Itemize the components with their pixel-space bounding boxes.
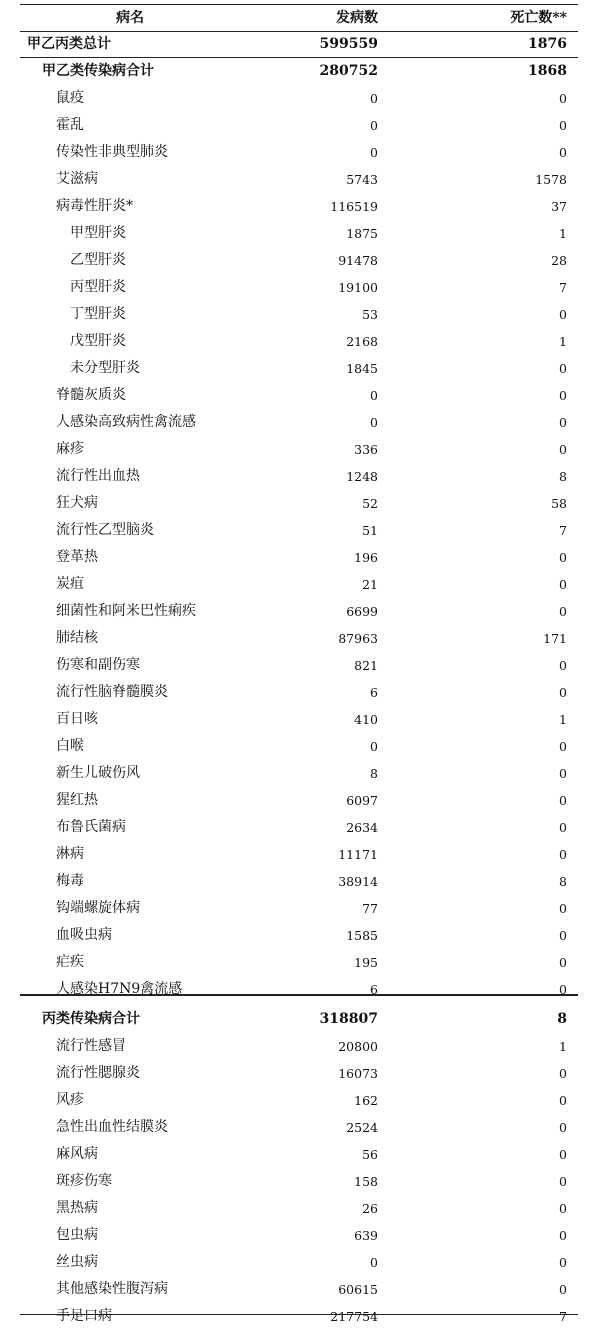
disease-name: 细菌性和阿米巴性痢疾 [56, 603, 196, 619]
disease-name: 钩端螺旋体病 [56, 900, 140, 916]
disease-name: 狂犬病 [56, 495, 98, 511]
disease-name: 丝虫病 [56, 1254, 98, 1270]
death-count: 0 [559, 1174, 567, 1189]
disease-name: 艾滋病 [56, 171, 98, 187]
table-row [20, 463, 578, 490]
death-count: 0 [559, 1282, 567, 1297]
disease-name: 布鲁氏菌病 [56, 819, 126, 835]
table-row [20, 1087, 578, 1114]
death-count: 8 [557, 1011, 567, 1027]
case-count: 1248 [346, 469, 378, 484]
death-count: 1868 [528, 63, 567, 79]
case-count: 51 [362, 523, 378, 538]
case-count: 821 [354, 658, 378, 673]
death-count: 0 [559, 1201, 567, 1216]
death-count: 0 [559, 658, 567, 673]
death-count: 0 [559, 847, 567, 862]
death-count: 28 [551, 253, 567, 268]
death-count: 0 [559, 955, 567, 970]
disease-name: 乙型肝炎 [70, 252, 126, 268]
death-count: 0 [559, 820, 567, 835]
case-count: 77 [362, 901, 378, 916]
table-header [20, 5, 578, 32]
death-count: 0 [559, 1147, 567, 1162]
table-row [20, 1303, 578, 1330]
disease-name: 包虫病 [56, 1227, 98, 1243]
disease-name: 登革热 [56, 549, 98, 565]
case-count: 2168 [346, 334, 378, 349]
death-count: 8 [559, 469, 567, 484]
header-cases: 发病数 [336, 10, 378, 26]
case-count: 116519 [330, 199, 378, 214]
death-count: 0 [559, 415, 567, 430]
header-disease-name: 病名 [116, 10, 144, 26]
table-row [20, 571, 578, 598]
case-count: 280752 [319, 63, 378, 79]
disease-name: 丙型肝炎 [70, 279, 126, 295]
disease-name: 甲乙类传染病合计 [42, 63, 154, 79]
disease-name: 人感染高致病性禽流感 [56, 414, 196, 430]
disease-name: 病毒性肝炎* [56, 198, 133, 214]
case-count: 6 [370, 982, 378, 997]
disease-name: 甲乙丙类总计 [27, 36, 111, 52]
death-count: 0 [559, 604, 567, 619]
death-count: 0 [559, 1120, 567, 1135]
case-count: 38914 [338, 874, 378, 889]
summary-row [20, 1006, 578, 1033]
summary-row [20, 58, 578, 85]
death-count: 7 [559, 1309, 567, 1324]
disease-name: 丙类传染病合计 [42, 1011, 140, 1027]
disease-name: 炭疽 [56, 576, 84, 592]
table-row [20, 1141, 578, 1168]
disease-name: 疟疾 [56, 954, 84, 970]
table-row [20, 976, 578, 1003]
table-row [20, 598, 578, 625]
table-row [20, 895, 578, 922]
disease-name: 传染性非典型肺炎 [56, 144, 168, 160]
table-row [20, 382, 578, 409]
death-count: 1 [559, 1039, 567, 1054]
case-count: 52 [362, 496, 378, 511]
disease-name: 未分型肝炎 [70, 360, 140, 376]
disease-name: 霍乱 [56, 117, 84, 133]
table-row [20, 652, 578, 679]
case-count: 217754 [330, 1309, 378, 1324]
death-count: 37 [551, 199, 567, 214]
death-count: 0 [559, 1093, 567, 1108]
death-count: 8 [559, 874, 567, 889]
disease-name: 伤寒和副伤寒 [56, 657, 140, 673]
case-count: 56 [362, 1147, 378, 1162]
case-count: 60615 [338, 1282, 378, 1297]
case-count: 639 [354, 1228, 378, 1243]
disease-name: 流行性乙型脑炎 [56, 522, 154, 538]
death-count: 0 [559, 1255, 567, 1270]
table-row [20, 760, 578, 787]
disease-name: 风疹 [56, 1092, 84, 1108]
death-count: 0 [559, 307, 567, 322]
disease-name: 流行性出血热 [56, 468, 140, 484]
case-count: 410 [354, 712, 378, 727]
table-row [20, 787, 578, 814]
death-count: 0 [559, 388, 567, 403]
table-row [20, 355, 578, 382]
table-row [20, 1168, 578, 1195]
disease-name: 戊型肝炎 [70, 333, 126, 349]
death-count: 0 [559, 118, 567, 133]
disease-name: 流行性脑脊髓膜炎 [56, 684, 168, 700]
death-count: 0 [559, 1066, 567, 1081]
case-count: 1845 [346, 361, 378, 376]
case-count: 5743 [346, 172, 378, 187]
disease-name: 血吸虫病 [56, 927, 112, 943]
table-row [20, 85, 578, 112]
case-count: 16073 [338, 1066, 378, 1081]
table-row [20, 166, 578, 193]
disease-name: 新生儿破伤风 [56, 765, 140, 781]
table-row [20, 517, 578, 544]
case-count: 11171 [338, 847, 378, 862]
case-count: 196 [354, 550, 378, 565]
table-row [20, 220, 578, 247]
case-count: 53 [362, 307, 378, 322]
disease-name: 麻疹 [56, 441, 84, 457]
case-count: 0 [370, 118, 378, 133]
case-count: 1585 [346, 928, 378, 943]
disease-name: 麻风病 [56, 1146, 98, 1162]
death-count: 0 [559, 1228, 567, 1243]
death-count: 7 [559, 280, 567, 295]
disease-name: 丁型肝炎 [70, 306, 126, 322]
case-count: 21 [362, 577, 378, 592]
case-count: 599559 [319, 36, 378, 52]
death-count: 0 [559, 685, 567, 700]
header-deaths: 死亡数** [510, 10, 567, 26]
table-row [20, 301, 578, 328]
table-row [20, 733, 578, 760]
summary-row [20, 31, 578, 58]
case-count: 0 [370, 739, 378, 754]
case-count: 2634 [346, 820, 378, 835]
disease-name: 黑热病 [56, 1200, 98, 1216]
case-count: 0 [370, 91, 378, 106]
death-count: 1578 [535, 172, 567, 187]
table-row [20, 112, 578, 139]
disease-name: 鼠疫 [56, 90, 84, 106]
death-count: 1 [559, 712, 567, 727]
case-count: 195 [354, 955, 378, 970]
table-row [20, 544, 578, 571]
disease-name: 流行性感冒 [56, 1038, 126, 1054]
death-count: 0 [559, 550, 567, 565]
table-row [20, 868, 578, 895]
table-row [20, 706, 578, 733]
disease-name: 流行性腮腺炎 [56, 1065, 140, 1081]
death-count: 0 [559, 928, 567, 943]
disease-name: 白喉 [56, 738, 84, 754]
death-count: 58 [551, 496, 567, 511]
table-row [20, 1195, 578, 1222]
death-count: 7 [559, 523, 567, 538]
table-row [20, 625, 578, 652]
table-row [20, 436, 578, 463]
table-row [20, 1060, 578, 1087]
disease-name: 猩红热 [56, 792, 98, 808]
death-count: 0 [559, 442, 567, 457]
case-count: 0 [370, 145, 378, 160]
table-row [20, 247, 578, 274]
table-row [20, 139, 578, 166]
death-count: 0 [559, 145, 567, 160]
case-count: 6699 [346, 604, 378, 619]
table-row [20, 841, 578, 868]
disease-name: 人感染H7N9禽流感 [56, 981, 183, 997]
death-count: 0 [559, 982, 567, 997]
death-count: 171 [543, 631, 567, 646]
disease-name: 梅毒 [56, 873, 84, 889]
case-count: 20800 [338, 1039, 378, 1054]
disease-name: 急性出血性结膜炎 [56, 1119, 168, 1135]
table-row [20, 814, 578, 841]
case-count: 0 [370, 1255, 378, 1270]
death-count: 0 [559, 577, 567, 592]
disease-name: 淋病 [56, 846, 84, 862]
table-row [20, 949, 578, 976]
death-count: 1 [559, 226, 567, 241]
disease-name: 脊髓灰质炎 [56, 387, 126, 403]
death-count: 1 [559, 334, 567, 349]
table-row [20, 193, 578, 220]
table-row [20, 1033, 578, 1060]
case-count: 0 [370, 415, 378, 430]
table-row [20, 922, 578, 949]
death-count: 0 [559, 361, 567, 376]
disease-name: 肺结核 [56, 630, 98, 646]
table-row [20, 409, 578, 436]
death-count: 0 [559, 739, 567, 754]
case-count: 6097 [346, 793, 378, 808]
table-row [20, 1222, 578, 1249]
case-count: 162 [354, 1093, 378, 1108]
case-count: 318807 [319, 1011, 378, 1027]
table-row [20, 1249, 578, 1276]
case-count: 158 [354, 1174, 378, 1189]
disease-name: 百日咳 [56, 711, 98, 727]
case-count: 91478 [338, 253, 378, 268]
disease-name: 斑疹伤寒 [56, 1173, 112, 1189]
table-row [20, 1276, 578, 1303]
case-count: 6 [370, 685, 378, 700]
disease-name: 其他感染性腹泻病 [56, 1281, 168, 1297]
case-count: 2524 [346, 1120, 378, 1135]
case-count: 19100 [338, 280, 378, 295]
death-count: 0 [559, 901, 567, 916]
table-row [20, 679, 578, 706]
case-count: 26 [362, 1201, 378, 1216]
death-count: 0 [559, 766, 567, 781]
table-row [20, 328, 578, 355]
death-count: 1876 [528, 36, 567, 52]
disease-name: 手足口病 [56, 1308, 112, 1324]
death-count: 0 [559, 91, 567, 106]
case-count: 87963 [338, 631, 378, 646]
death-count: 0 [559, 793, 567, 808]
table-row [20, 274, 578, 301]
case-count: 1875 [346, 226, 378, 241]
table-row [20, 490, 578, 517]
case-count: 336 [354, 442, 378, 457]
case-count: 0 [370, 388, 378, 403]
table-row [20, 1114, 578, 1141]
case-count: 8 [370, 766, 378, 781]
disease-name: 甲型肝炎 [70, 225, 126, 241]
